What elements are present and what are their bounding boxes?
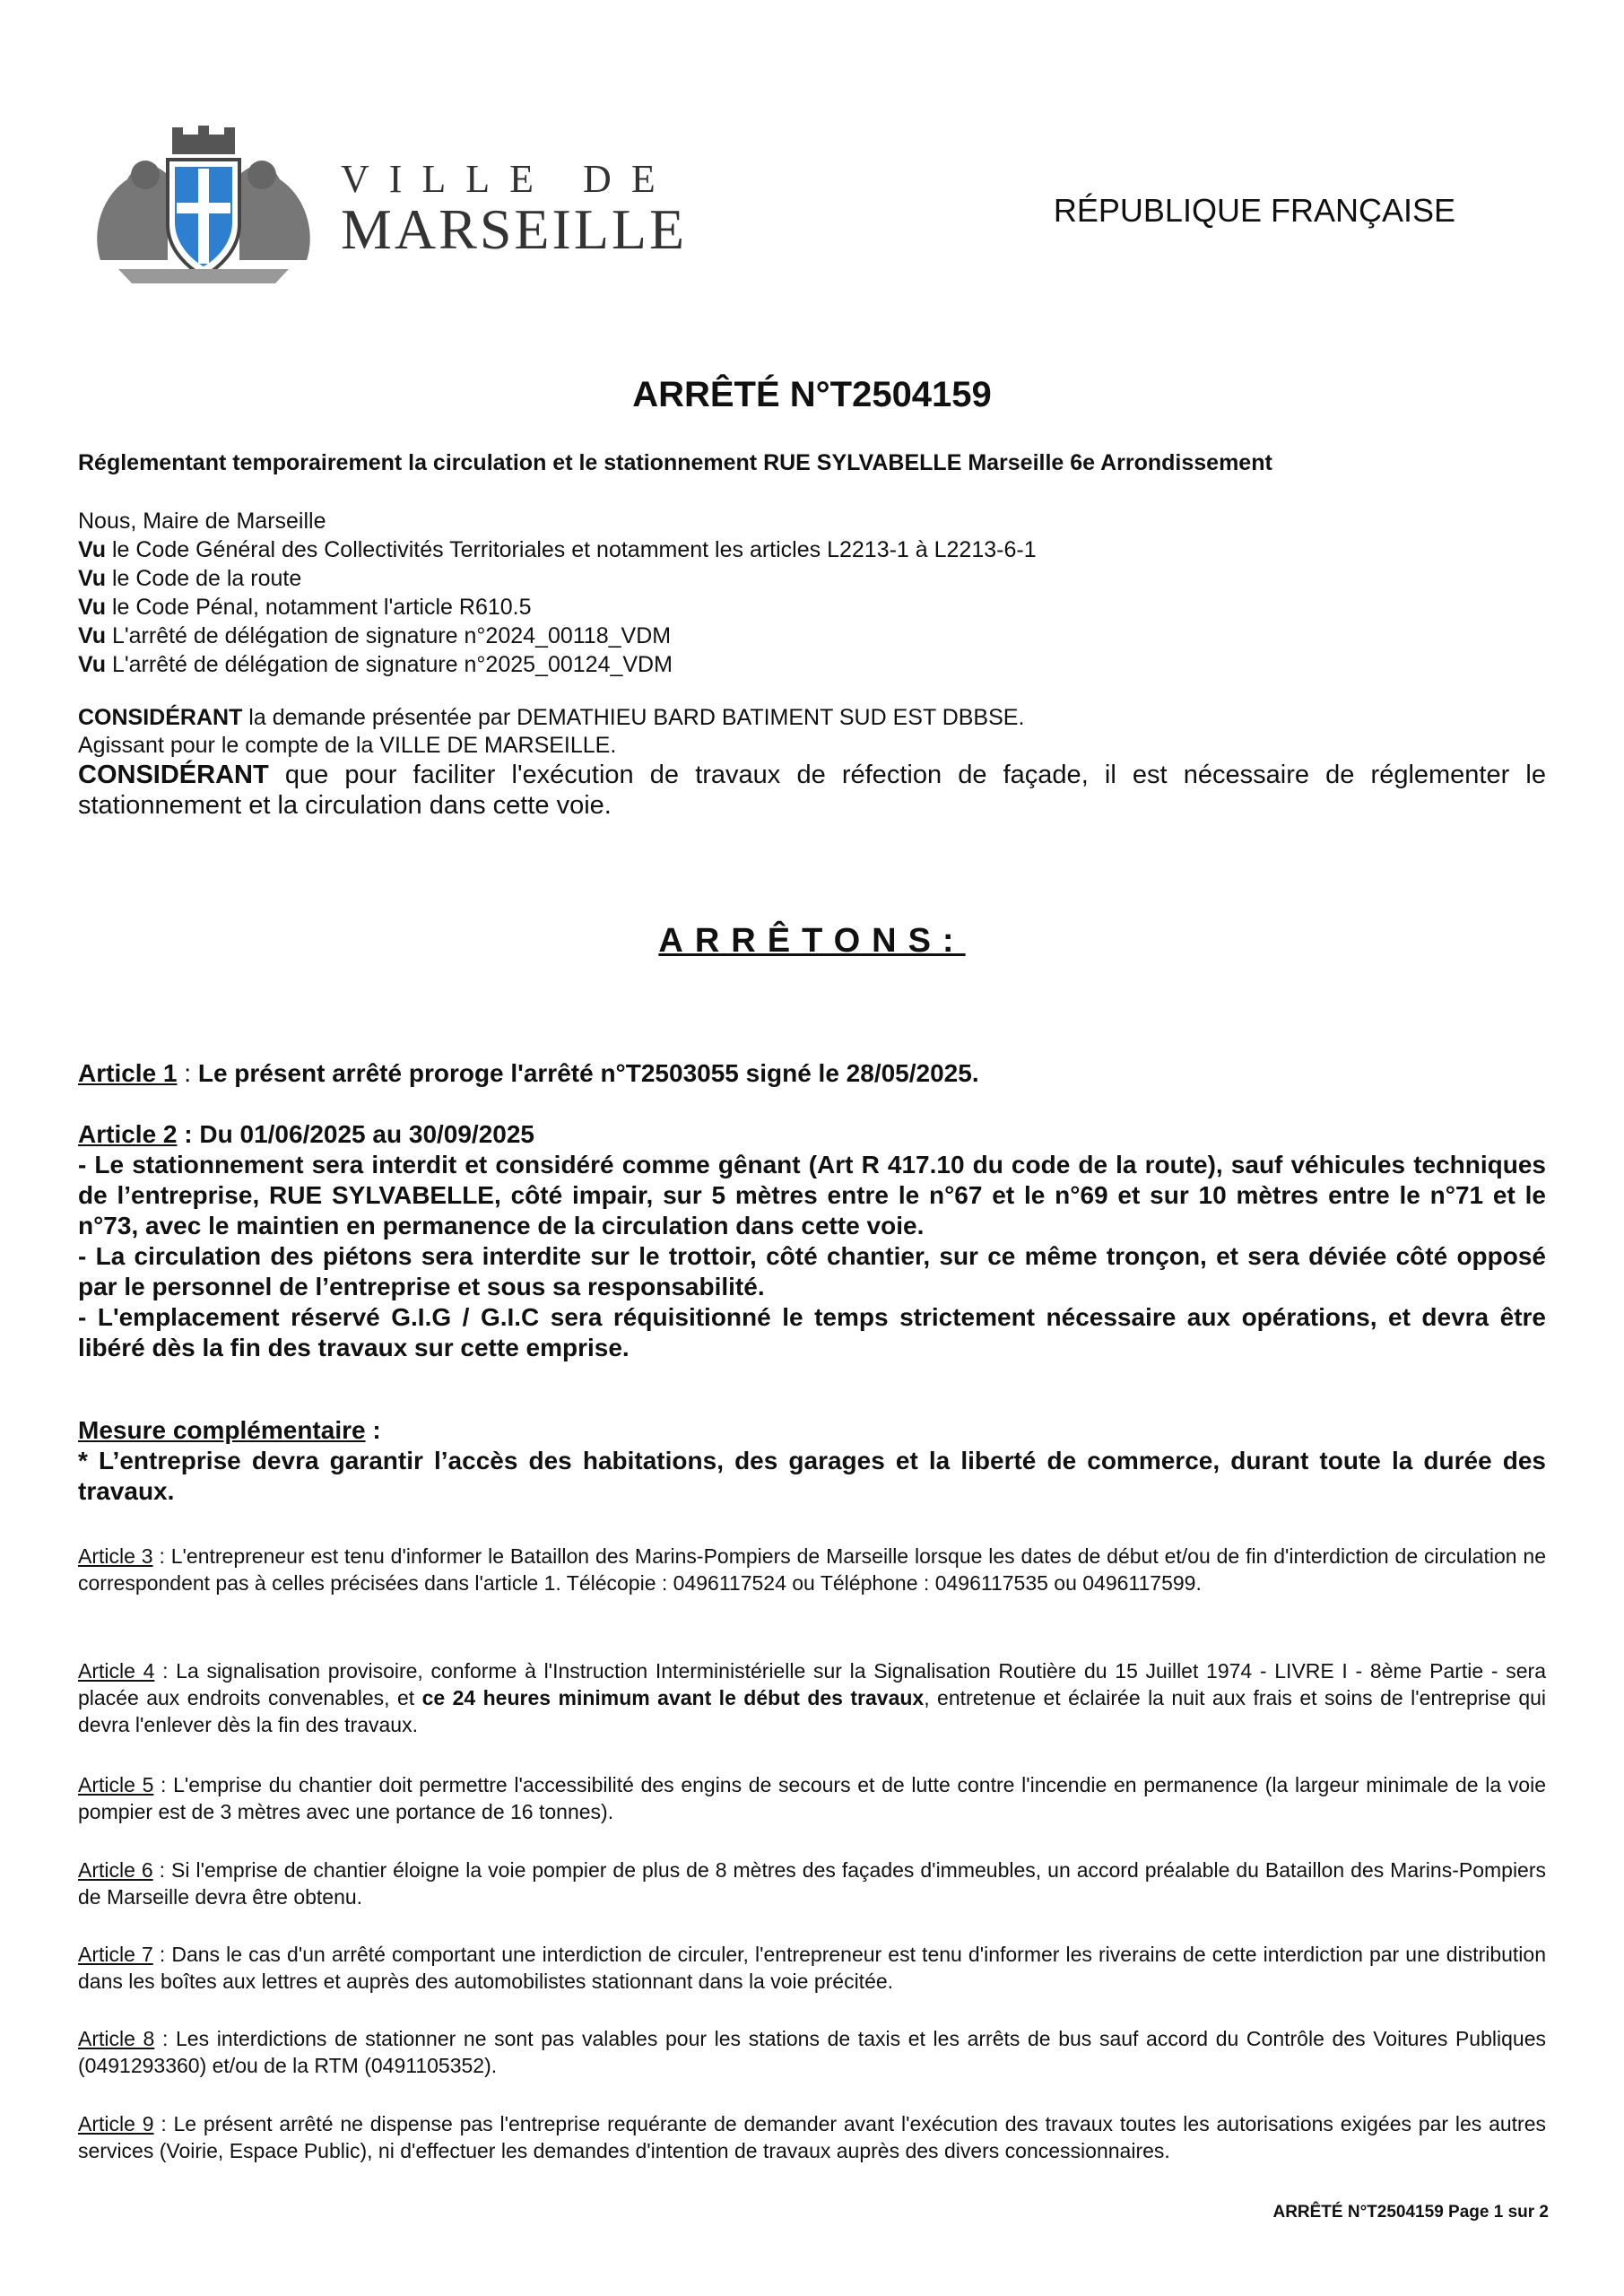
considerant-line: [78, 760, 1546, 821]
article-label: Article 4: [78, 1659, 155, 1683]
article-label: Article 6: [78, 1858, 153, 1882]
article-text: : Les interdictions de stationner ne sont pas valables pour les stations de taxis et les arrêts de bus sauf accord du Contrôle des Voitures Publiques (0491293360) et/ou de la RTM (0491105352).: [78, 2027, 1546, 2077]
article-text: : Dans le cas d'un arrêté comportant une interdiction de circuler, l'entrepreneur est tenu d'informer les riverains de cette interdiction par une distribution dans les boîtes aux lettres et auprès des automobilistes stationnant dans la voie précitée.: [78, 1943, 1547, 1993]
republique-francaise: RÉPUBLIQUE FRANÇAISE: [1053, 192, 1455, 229]
page-footer: ARRÊTÉ N°T2504159 Page 1 sur 2: [1272, 2203, 1549, 2222]
article-label: Article 1: [78, 1059, 178, 1087]
article-text: : Si l'emprise de chantier éloigne la voie pompier de plus de 8 mètres des façades d'immeubles, un accord préalable du Bataillon des Marins-Pompiers de Marseille devra être obtenu.: [78, 1858, 1546, 1909]
visa-line: [78, 535, 1037, 564]
considerant-text: que pour faciliter l'exécution de travaux de réfection de façade, il est nécessaire de réglementer le stationnement et la circulation dans cette voie.: [78, 761, 1546, 820]
article-2-heading: [78, 1119, 1546, 1150]
city-logo: [83, 126, 688, 287]
mesure-heading: [78, 1415, 1546, 1446]
considerant-label: CONSIDÉRANT: [78, 761, 269, 789]
article-text: : La signalisation provisoire, conforme à l'Instruction Interministérielle sur la Signalisation Routière du 15 Juillet 1974 - LIVRE I - 8ème Partie - sera placée aux endroits convenables, et: [78, 1659, 1546, 1709]
visa-text: le Code Général des Collectivités Territoriales et notamment les articles L2213-1 à L2213-6-1: [106, 537, 1037, 562]
mesure-label: Mesure complémentaire: [78, 1416, 366, 1444]
considerant-block: [78, 704, 1546, 821]
arretons-heading: ARRÊTONS:: [658, 922, 966, 960]
article-label: Article 7: [78, 1943, 153, 1966]
article-text: Le présent arrêté proroge l'arrêté n°T2503055 signé le 28/05/2025.: [197, 1059, 979, 1087]
considerant-label: CONSIDÉRANT: [78, 705, 243, 730]
visa-label: Vu: [78, 623, 107, 648]
article-bold-text: ce 24 heures minimum avant le début des travaux: [421, 1686, 925, 1709]
article-sep: :: [177, 1120, 200, 1148]
considerant-line: [78, 704, 1546, 732]
article-9: [78, 2110, 1546, 2164]
article-1: [78, 1058, 1546, 1089]
visa-label: Vu: [78, 566, 107, 591]
logo-wordmark: [341, 157, 688, 261]
article-text: : L'emprise du chantier doit permettre l'accessibilité des engins de secours et de lutte contre l'incendie en permanence (la largeur minimale de la voie pompier est de 3 mètres avec une portance de 16 tonnes).: [78, 1773, 1546, 1823]
article-7: [78, 1941, 1546, 1995]
article-8: [78, 2025, 1546, 2079]
logo-marseille-text: MARSEILLE: [341, 197, 688, 261]
visa-text: le Code de la route: [106, 566, 302, 591]
article-2-paragraph: - L'emplacement réservé G.I.G / G.I.C sera réquisitionné le temps strictement nécessaire aux opérations, et devra être libéré dès la fin des travaux sur cette emprise.: [78, 1303, 1546, 1361]
article-4: [78, 1657, 1546, 1738]
coat-of-arms-icon: [83, 126, 325, 287]
article-2: [78, 1119, 1546, 1363]
visas-block: [78, 507, 1037, 679]
visa-text: le Code Pénal, notamment l'article R610.5: [106, 595, 532, 620]
article-text: , entretenue et éclairée la nuit aux frais et soins de l'entreprise qui devra l'enlever dès la fin des travaux.: [78, 1686, 1547, 1736]
document-title: ARRÊTÉ N°T2504159: [632, 375, 992, 414]
article-label: Article 8: [78, 2027, 155, 2050]
visa-label: Vu: [78, 652, 107, 677]
visa-intro: Nous, Maire de Marseille: [78, 509, 326, 534]
document-subtitle: Réglementant temporairement la circulation et le stationnement RUE SYLVABELLE Marseille 6e Arrondissement: [78, 450, 1272, 475]
considerant-line: Agissant pour le compte de la VILLE DE MARSEILLE.: [78, 733, 617, 758]
visa-text: L'arrêté de délégation de signature n°2025_00124_VDM: [106, 652, 673, 677]
visa-label: Vu: [78, 595, 107, 620]
article-label: Article 9: [78, 2112, 154, 2135]
article-3: [78, 1543, 1546, 1596]
article-label: Article 2: [78, 1120, 178, 1148]
visa-line: [78, 564, 1037, 593]
visa-label: Vu: [78, 537, 107, 562]
logo-ville-text: VILLE DE: [341, 157, 675, 201]
visa-line: [78, 622, 1037, 650]
article-dates: Du 01/06/2025 au 30/09/2025: [199, 1120, 535, 1148]
article-6: [78, 1857, 1546, 1910]
article-label: Article 3: [78, 1544, 153, 1568]
article-2-paragraph: - Le stationnement sera interdit et considéré comme gênant (Art R 417.10 du code de la route), sauf véhicules techniques de l’entreprise, RUE SYLVABELLE, côté impair, sur 5 mètres entre le n°67 et le n°69 et sur 10 mètres entre le n°71 et le n°73, avec le maintien en permanence de la circulation dans cette voie.: [78, 1151, 1546, 1239]
visa-text: L'arrêté de délégation de signature n°2024_00118_VDM: [106, 623, 672, 648]
considerant-text: la demande présentée par DEMATHIEU BARD BATIMENT SUD EST DBBSE.: [242, 705, 1025, 730]
article-5: [78, 1771, 1546, 1825]
article-2-paragraph: - La circulation des piétons sera interdite sur le trottoir, côté chantier, sur ce même tronçon, et sera déviée côté opposé par le personnel de l’entreprise et sous sa responsabilité.: [78, 1242, 1546, 1300]
mesure-complementaire: [78, 1415, 1546, 1507]
visa-line: [78, 593, 1037, 622]
visa-line: [78, 650, 1037, 679]
mesure-sep: :: [365, 1416, 381, 1444]
article-text: : Le présent arrêté ne dispense pas l'entreprise requérante de demander avant l'exécution des travaux toutes les autorisations exigées par les autres services (Voirie, Espace Public), ni d'effectuer les demandes d'intention de travaux auprès des divers concessionnaires.: [78, 2112, 1546, 2162]
article-label: Article 5: [78, 1773, 154, 1796]
mesure-text: * L’entreprise devra garantir l’accès des habitations, des garages et la liberté de commerce, durant toute la durée des travaux.: [78, 1447, 1546, 1505]
article-sep: :: [177, 1059, 198, 1087]
article-text: : L'entrepreneur est tenu d'informer le Bataillon des Marins-Pompiers de Marseille lorsque les dates de début et/ou de fin d'interdiction de circulation ne correspondent pas à celles précisées dans l'article 1. Télécopie : 0496117524 ou Téléphone : 0496117535 ou 0496117599.: [78, 1544, 1546, 1595]
